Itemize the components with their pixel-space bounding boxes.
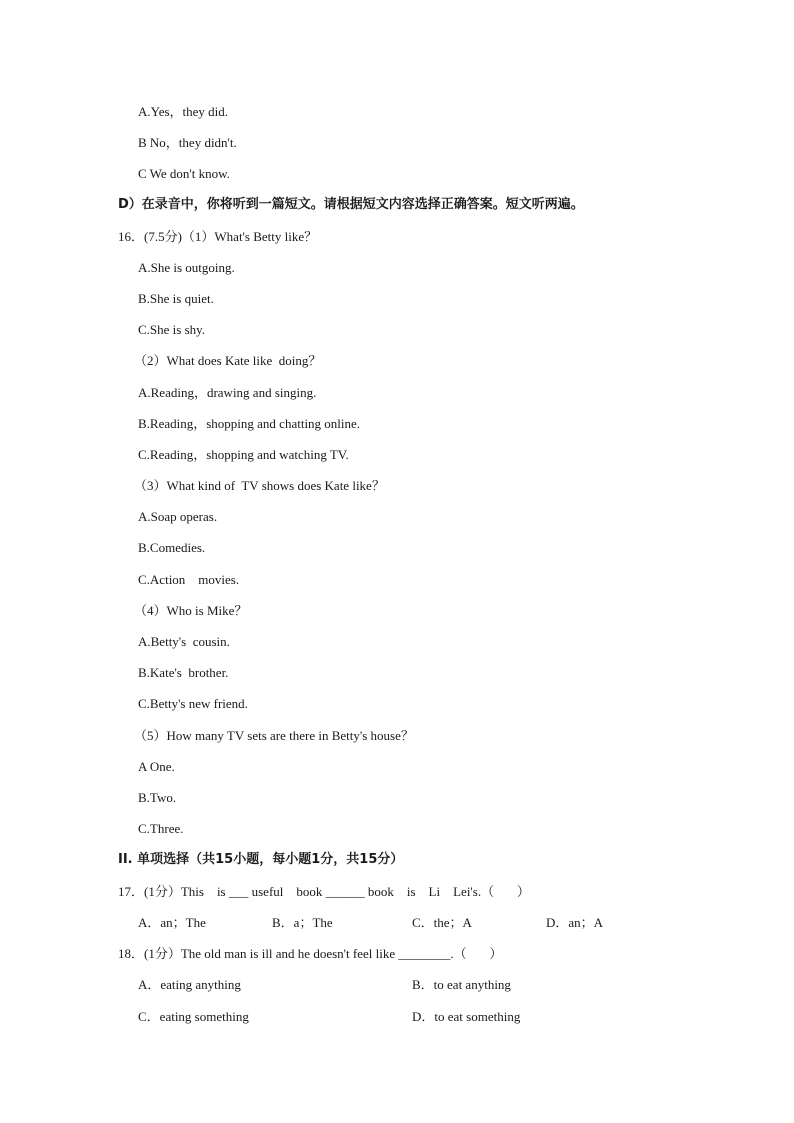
q16-2-option-a: A.Reading，drawing and singing. <box>138 385 317 400</box>
q17-option-c: C．the；A <box>412 915 472 930</box>
q16-1-option-c: C.She is shy. <box>138 322 206 337</box>
q15-option-c: C We don't know. <box>138 166 230 181</box>
q18-option-d: D．to eat something <box>412 1009 521 1024</box>
q16-2-option-c: C.Reading，shopping and watching TV. <box>138 447 349 462</box>
q16-1-option-a: A.She is outgoing. <box>138 260 235 275</box>
q16-3-option-a: A.Soap operas. <box>138 509 218 524</box>
q16-5-option-c: C.Three. <box>138 821 184 836</box>
q16-4-stem: （4）Who is Mike？ <box>134 603 248 618</box>
q18-option-c: C．eating something <box>138 1009 249 1024</box>
q16-3-stem: （3）What kind of TV shows does Kate like？ <box>134 478 385 493</box>
q16-5-stem: （5）How many TV sets are there in Betty's house？ <box>134 728 414 743</box>
section-ii-heading: II. 单项选择（共15小题，每小题1分，共15分） <box>118 852 404 867</box>
q16-4-option-a: A.Betty's cousin. <box>138 634 230 649</box>
q16-3-option-b: B.Comedies. <box>138 540 206 555</box>
q16-3-option-c: C.Action movies. <box>138 572 240 587</box>
q18-option-b: B．to eat anything <box>412 977 511 992</box>
q16-4-option-c: C.Betty's new friend. <box>138 696 248 711</box>
q16-2-option-b: B.Reading，shopping and chatting online. <box>138 416 361 431</box>
section-d-heading: D）在录音中，你将听到一篇短文。请根据短文内容选择正确答案。短文听两遍。 <box>118 197 584 212</box>
q17-option-d: D．an；A <box>546 915 604 930</box>
q16-5-option-b: B.Two. <box>138 790 177 805</box>
q18-option-a: A．eating anything <box>138 977 241 992</box>
q18-stem: 18．(1分）The old man is ill and he doesn't feel like ________.（ ） <box>118 946 503 961</box>
q16-5-option-a: A One. <box>138 759 175 774</box>
q17-option-b: B．a；The <box>272 915 333 930</box>
q16-4-option-b: B.Kate's brother. <box>138 665 229 680</box>
q16-2-stem: （2）What does Kate like doing？ <box>134 353 322 368</box>
q16-stem: 16．(7.5分)（1）What's Betty like？ <box>118 229 318 244</box>
q15-option-b: B No，they didn't. <box>138 135 237 150</box>
q17-option-a: A．an；The <box>138 915 206 930</box>
q15-option-a: A.Yes，they did. <box>138 104 229 119</box>
q16-1-option-b: B.She is quiet. <box>138 291 214 306</box>
q17-stem: 17．(1分）This is ___ useful book ______ book is Li Lei's.（ ） <box>118 884 530 899</box>
